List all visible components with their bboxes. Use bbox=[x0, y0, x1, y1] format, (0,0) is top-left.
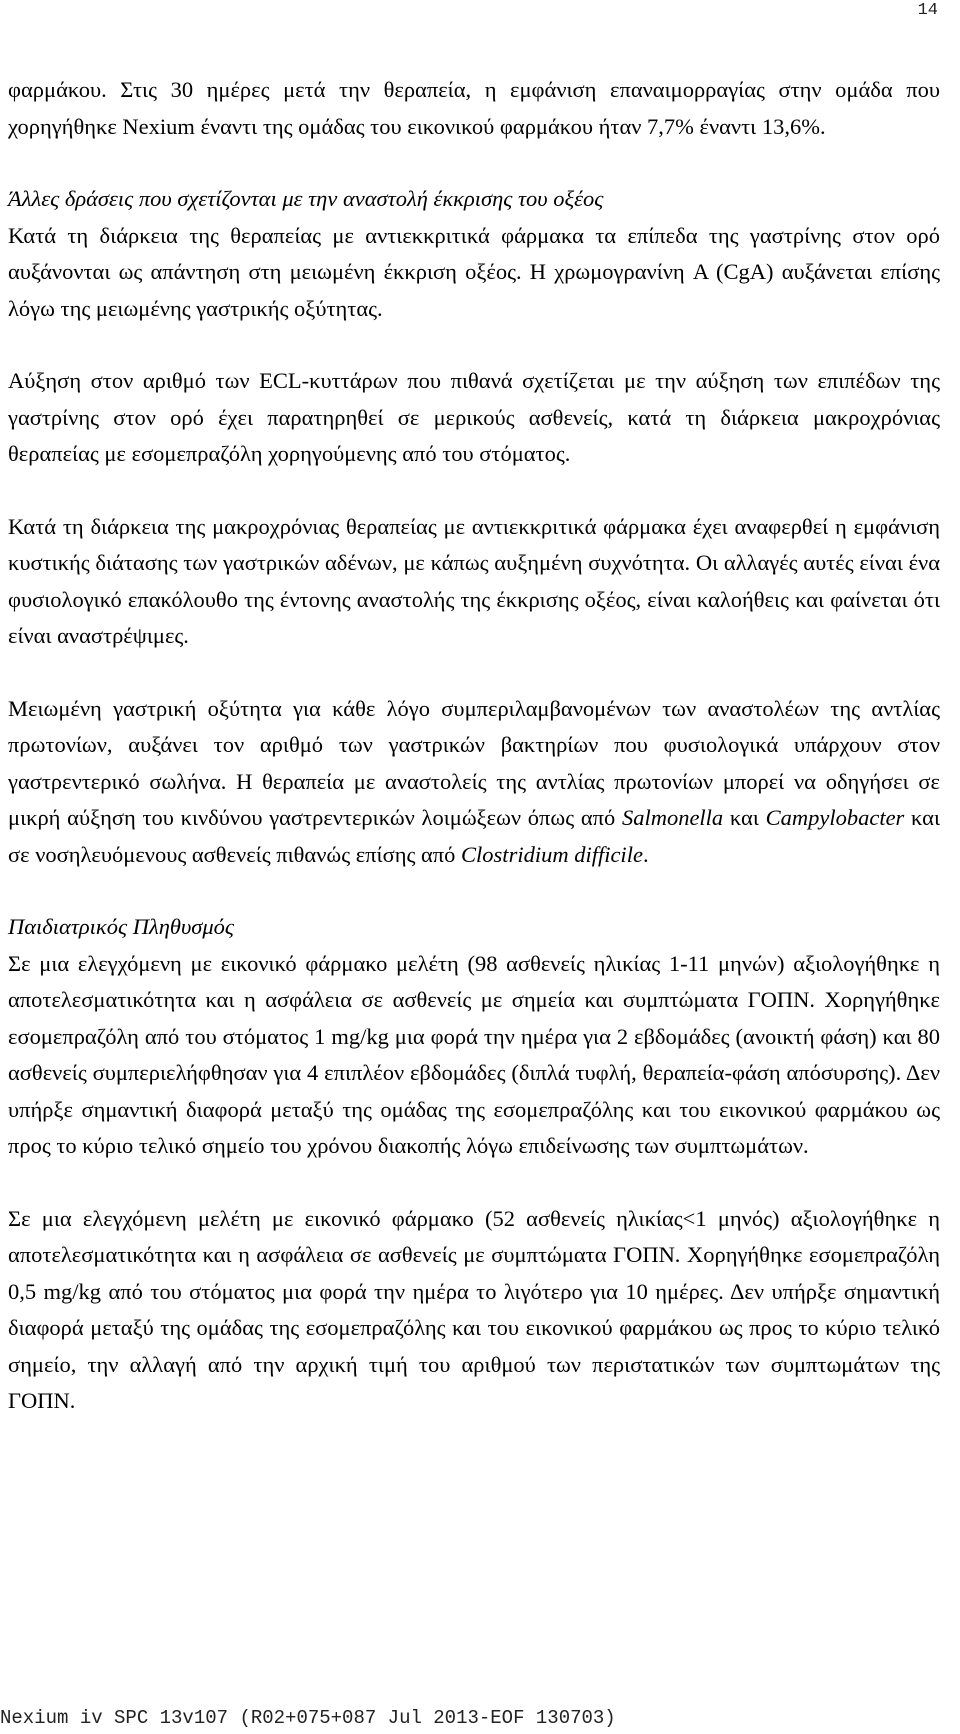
organism-salmonella: Salmonella bbox=[621, 805, 724, 830]
section-acid-suppression-effects bbox=[8, 181, 940, 327]
section-heading-pediatric: Παιδιατρικός Πληθυσμός bbox=[8, 914, 235, 939]
paragraph-rebleeding-results: φαρμάκου. Στις 30 ημέρες μετά την θεραπεία, η εμφάνιση επαναιμορραγίας στην ομάδα που χορηγήθηκε Nexium έναντι της ομάδας του εικονικού φαρμάκου ήταν 7,7% έναντι 13,6%. bbox=[8, 77, 940, 139]
text-run: και σε νοσηλευόμενους ασθενείς πιθανώς επίσης από bbox=[8, 805, 941, 867]
text-run: . bbox=[642, 841, 649, 867]
paragraph-ecl-cells: Αύξηση στον αριθμό των ECL-κυττάρων που πιθανά σχετίζεται με την αύξηση των επιπέδων της γαστρίνης στον ορό έχει παρατηρηθεί σε μερικούς ασθενείς, κατά τη διάρκεια μακροχρόνιας θεραπείας με εσομεπραζόλη χορηγούμενης από του στόματος. bbox=[8, 368, 940, 466]
paragraph-gastrin-levels: Κατά τη διάρκεια της θεραπείας με αντιεκκριτικά φάρμακα τα επίπεδα της γαστρίνης στον ορό αυξάνονται ως απάντηση στη μειωμένη έκκριση οξέος. Η χρωμογρανίνη A (CgA) αυξάνεται επίσης λόγω της μειωμένης γαστρικής οξύτητας. bbox=[8, 222, 940, 321]
paragraph-pediatric-study-1: Σε μια ελεγχόμενη με εικονικό φάρμακο μελέτη (98 ασθενείς ηλικίας 1-11 μηνών) αξιολογήθηκε η αποτελεσματικότητα και η ασφάλεια σε ασθενείς με σημεία και συμπτώματα ΓΟΠΝ. Χορηγήθηκε εσομεπραζόλη από του στόματος 1 mg/kg μια φορά την ημέρα για 2 εβδομάδες (ανοικτή φάση) και 80 ασθενείς συμπεριελήφθησαν για 4 επιπλέον εβδομάδες (διπλά τυφλή, θεραπεία-φάση απόσυρσης). Δεν υπήρξε σημαντική διαφορά μεταξύ της ομάδας της εσομεπραζόλης και του εικονικού φαρμάκου ως προς το κύριο τελικό σημείο του χρόνου διακοπής λόγω επιδείνωσης των συμπτωμάτων. bbox=[8, 950, 940, 1158]
text-run: και bbox=[723, 805, 766, 830]
document-footer: Nexium iv SPC 13v107 (R02+075+087 Jul 2013-EOF 130703) bbox=[0, 1707, 616, 1729]
section-pediatric-population bbox=[8, 909, 940, 1165]
organism-campylobacter: Campylobacter bbox=[765, 805, 905, 830]
paragraph-gastric-bacteria bbox=[8, 691, 940, 874]
paragraph-pediatric-study-2: Σε μια ελεγχόμενη μελέτη με εικονικό φάρμακο (52 ασθενείς ηλικίας<1 μηνός) αξιολογήθηκε η αποτελεσματικότητα και η ασφάλεια σε ασθενείς με συμπτώματα ΓΟΠΝ. Χορηγήθηκε εσομεπραζόλη 0,5 mg/kg από του στόματος μια φορά την ημέρα το λιγότερο για 10 ημέρες. Δεν υπήρξε σημαντική διαφορά μεταξύ της ομάδας της εσομεπραζόλης και του εικονικού φαρμάκου ως προς το κύριο τελικό σημείο, την αλλαγή από την αρχική τιμή του αριθμού των περιστατικών των συμπτωμάτων της ΓΟΠΝ. bbox=[8, 1205, 940, 1413]
text-run: Μειωμένη γαστρική οξύτητα για κάθε λόγο συμπεριλαμβανομένων των αναστολέων της αντλίας πρωτονίων, αυξάνει τον αριθμό των γαστρικών βακτηρίων που φυσιολογικά υπάρχουν στον γαστρεντερικό σωλήνα. Η θεραπεία με αναστολείς της αντλίας πρωτονίων μπορεί να οδηγήσει σε μικρή αύξηση του κινδύνου γαστρεντερικών λοιμώξεων όπως από bbox=[8, 695, 940, 830]
section-heading-other-effects: Άλλες δράσεις που σχετίζονται με την αναστολή έκκρισης του οξέος bbox=[8, 186, 604, 211]
organism-clostridium: Clostridium difficile bbox=[461, 841, 643, 867]
paragraph-glandular-cysts: Κατά τη διάρκεια της μακροχρόνιας θεραπείας με αντιεκκριτικά φάρμακα έχει αναφερθεί η εμφάνιση κυστικής διάτασης των γαστρικών αδένων, με κάπως αυξημένη συχνότητα. Οι αλλαγές αυτές είναι ένα φυσιολογικό επακόλουθο της έντονης αναστολής της έκκρισης οξέος, είναι καλοήθεις και φαίνεται ότι είναι αναστρέψιμες. bbox=[8, 513, 940, 648]
document-body bbox=[8, 72, 940, 1456]
page-number: 14 bbox=[917, 1, 938, 20]
